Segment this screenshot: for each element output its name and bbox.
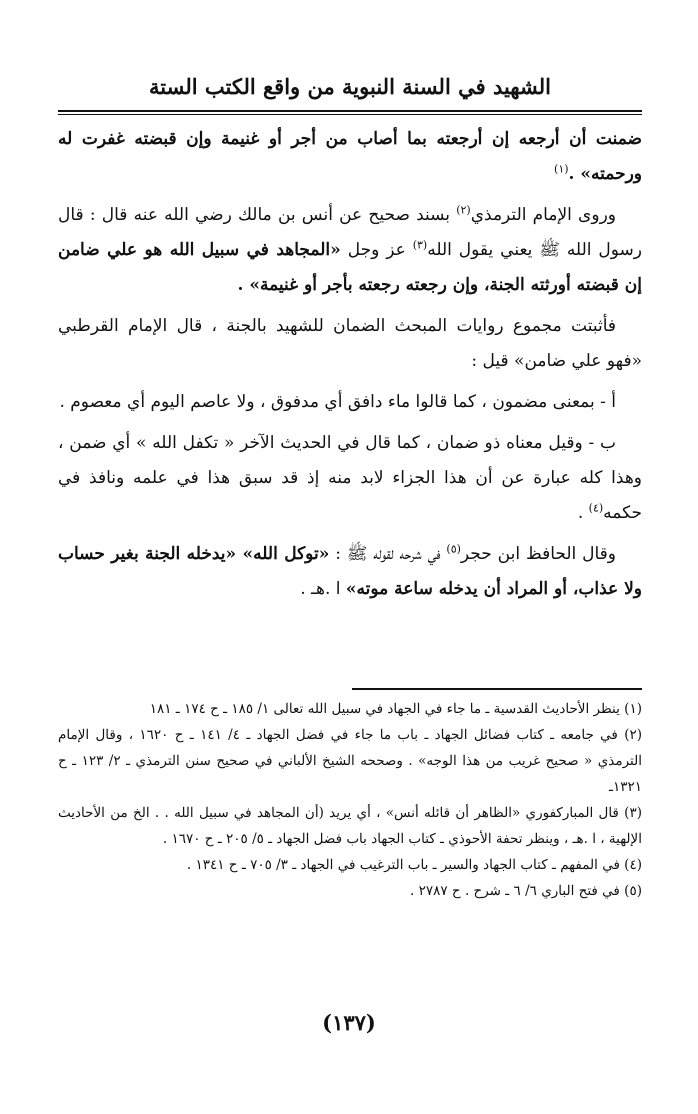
footnote-3: (٣) قال المباركفوري «الظاهر أن قائله أنس» ، أي يريد (أن المجاهد في سبيل الله . . الخ من الأحاديث الإلهية ، ا .هـ ، وينظر تحفة الأحوذي ـ كتاب الجهاد باب فضل الجهاد ـ ٥/ ٢٠٥ ـ ح ١٦٧٠ . (58, 805, 642, 847)
hadith-quote: «المجاهد في سبيل الله هو علي ضامن إن قبضته أورثته الجنة، وإن رجعته رجعته بأجر أو غنيمة» . (58, 240, 642, 295)
text-run: بسند صحيح عن أنس بن مالك رضي الله عنه قال : قال رسول الله ﷺ يعني يقول الله (58, 205, 642, 260)
page-number: (١٣٧) (322, 1010, 376, 1035)
text-run: وقال الحافظ ابن حجر (460, 544, 617, 564)
paragraph-1 (58, 122, 642, 192)
footnote-ref: (٣) (412, 238, 428, 252)
text-run: عز وجل (340, 240, 413, 260)
footnotes (58, 696, 642, 968)
header-title: الشهيد في السنة النبوية من واقع الكتب الستة (149, 73, 551, 99)
footnote-4: (٤) في المفهم ـ كتاب الجهاد والسير ـ باب الترغيب في الجهاد ـ ٣/ ٧٠٥ ـ ح ١٣٤١ . (186, 857, 642, 873)
footnote-ref: (٢) (456, 203, 471, 217)
text-run: في شرحه لقوله ﷺ : (329, 544, 447, 564)
running-header (58, 64, 642, 108)
paragraph-6 (58, 537, 642, 607)
text-run: وروى الإمام الترمذي (470, 205, 616, 225)
header-rule-thin (58, 114, 642, 115)
paragraph-5 (58, 426, 642, 531)
hadith-quote: ضمنت أن أرجعه إن أرجعته بما أصاب من أجر أو غنيمة وإن قبضته غفرت له ورحمته» . (58, 129, 642, 184)
footnote-ref: (١) (554, 162, 569, 176)
footnote-separator (352, 688, 642, 690)
hadith-quote: «توكل الله» «يدخله الجنة بغير حساب ولا عذاب، أو المراد أن يدخله ساعة موته» (58, 544, 642, 599)
text-run: ب - وقيل معناه ذو ضمان ، كما قال في الحديث الآخر « تكفل الله » أي ضمن ، وهذا كله عبارة عن أن هذا الجزاء لابد منه إذ قد سبق هذا في علمه ونافذ في حكمه (58, 433, 642, 523)
text-run: ا .هـ . (300, 579, 346, 599)
header-rule (58, 110, 642, 112)
footnote-ref: (٥) (446, 542, 461, 556)
paragraph-4: أ - بمعنى مضمون ، كما قالوا ماء دافق أي مدفوق ، ولا عاصم اليوم أي معصوم . (59, 392, 616, 412)
footnote-2: (٢) في جامعه ـ كتاب فضائل الجهاد ـ باب ما جاء في فضل الجهاد ـ ٤/ ١٤١ ـ ح ١٦٢٠ ، وقال الإمام الترمذي « صحيح غريب من هذا الوجه» . وصححه الشيخ الألباني في صحيح سنن الترمذي ـ ٢/ ١٢٣ ـ ح ١٣٢١ـ (58, 727, 642, 795)
footnote-5: (٥) في فتح الباري ٦/ ٦ ـ شرح . ح ٢٧٨٧ . (410, 883, 642, 899)
text-run: . (577, 503, 589, 523)
footnote-ref: (٤) (588, 501, 604, 515)
paragraph-2 (58, 198, 642, 303)
main-text (58, 122, 642, 682)
footnote-1: (١) ينظر الأحاديث القدسية ـ ما جاء في الجهاد في سبيل الله تعالى ١/ ١٨٥ ـ ح ١٧٤ ـ ١٨١ (149, 701, 642, 717)
paragraph-3: فأثبتت مجموع روايات المبحث الضمان للشهيد بالجنة ، قال الإمام القرطبي «فهو علي ضامن» قيل : (58, 316, 642, 371)
